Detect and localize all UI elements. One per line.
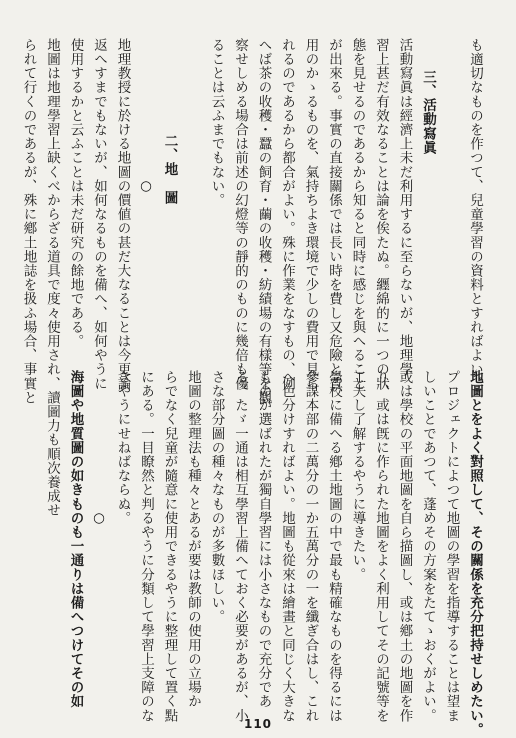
text-line: 或は學校の平面地圖を自ら描圖し、或は鄕土の地圖を作 bbox=[396, 370, 413, 723]
text-line: にある。一目瞭然と判るやうに分類して學習上支障のな bbox=[138, 370, 154, 723]
text-line: られて行くのであるが、殊に鄕土地誌を扱ふ場合、事實と bbox=[20, 38, 37, 405]
section-mark: ○ bbox=[138, 178, 154, 195]
text-line: 學校に備へる鄕土地圖の中で最も精確なものを得るには bbox=[326, 370, 342, 723]
text-line: 地圖とをよく對照して、その關係を充分把持せしめたい。 bbox=[467, 370, 483, 737]
text-line: 察せしめる場合は前述の幻燈等の靜的のものに幾倍も優 bbox=[232, 38, 248, 391]
text-line: 用のかゝるものを、氣持ちよき環境で少しの費用で見ら bbox=[302, 38, 319, 391]
text-line: 地圖は地理學習上缺くべからざる道具で度々使用され、讀圖力も順次養成せ bbox=[44, 38, 60, 518]
line-gap bbox=[181, 38, 205, 350]
text-line: 工夫し了解するやうに導きたい。 bbox=[349, 370, 366, 582]
text-line: プロジェクトによつて地圖の學習を指導することは望ま bbox=[443, 370, 460, 723]
text-line: れるのであるから都合がよい。殊に作業をなすもの、例 bbox=[279, 38, 295, 391]
text-line: 海圖や地質圖の如きものも一通りは備へつけてその如 bbox=[67, 370, 84, 709]
line-gap bbox=[439, 38, 463, 350]
section-mark: ○ bbox=[91, 510, 107, 527]
text-line: きやうにせねばならぬ。 bbox=[114, 370, 131, 526]
text-line: り、或は旣に作られた地圖をよく利用してその記號等を bbox=[373, 370, 389, 723]
text-line: しいことであつて、蓬めその方案をたてゝおくがよい。 bbox=[420, 370, 436, 723]
text-line: も適切なものを作つて、兒童學習の資料とすればよい。 bbox=[467, 38, 483, 391]
page-number: 110 bbox=[243, 717, 273, 731]
text-line: 態を見せるのであるから知ると同時に感じを與へること bbox=[349, 38, 366, 391]
text-line: さな部分圖の種々なものが多數ほしい。 bbox=[208, 370, 225, 624]
text-line: 活動寫眞は經濟上未だ利用するに至らないが、地理學 bbox=[396, 38, 413, 377]
text-line: る。たゞ一通は相互學習上備へておく必要があるが、小 bbox=[232, 370, 248, 723]
text-line: らでなく兒童が隨意に使用できるやうに整理して置く點 bbox=[161, 370, 178, 723]
section-heading-maps: 二、地 圖 bbox=[161, 134, 178, 205]
text-line: が出來る。事實の直接關係では長い時を費し又危險と費 bbox=[326, 38, 342, 391]
text-line: 參謀本部の二萬分の一か五萬分の一を纖ぎ合はし、これ bbox=[302, 370, 319, 723]
text-line: 習上甚だ有效なることは論を俟たぬ。纒綿的に一つの狀 bbox=[373, 38, 389, 391]
text-line: 地圖の整理法も種々とあるが要は教師の使用の立場か bbox=[185, 370, 201, 709]
text-line: ることは云ふまでもない。 bbox=[208, 38, 225, 208]
section-heading-motion-pictures: 三、活動寫眞 bbox=[420, 70, 436, 155]
text-line: 地理教授に於ける地圖の價値の甚だ大なることは今更論 bbox=[114, 38, 131, 391]
text-line: ものが選ばれたが獨自學習には小さなもので充分であ bbox=[255, 370, 272, 709]
text-line: へば茶の收穫・蠶の飼育・繭の收穫・紡績場の有樣等を觀 bbox=[255, 38, 272, 405]
text-line: へ色分けすればよい。地圖も從來は繪畫と同じく大きな bbox=[279, 370, 295, 723]
text-line: 使用するかと云ふことは未だ研究の餘地である。 bbox=[67, 38, 84, 349]
text-line: 返へすまでもないが、如何なるものを備へ、如何やうに bbox=[91, 38, 107, 391]
